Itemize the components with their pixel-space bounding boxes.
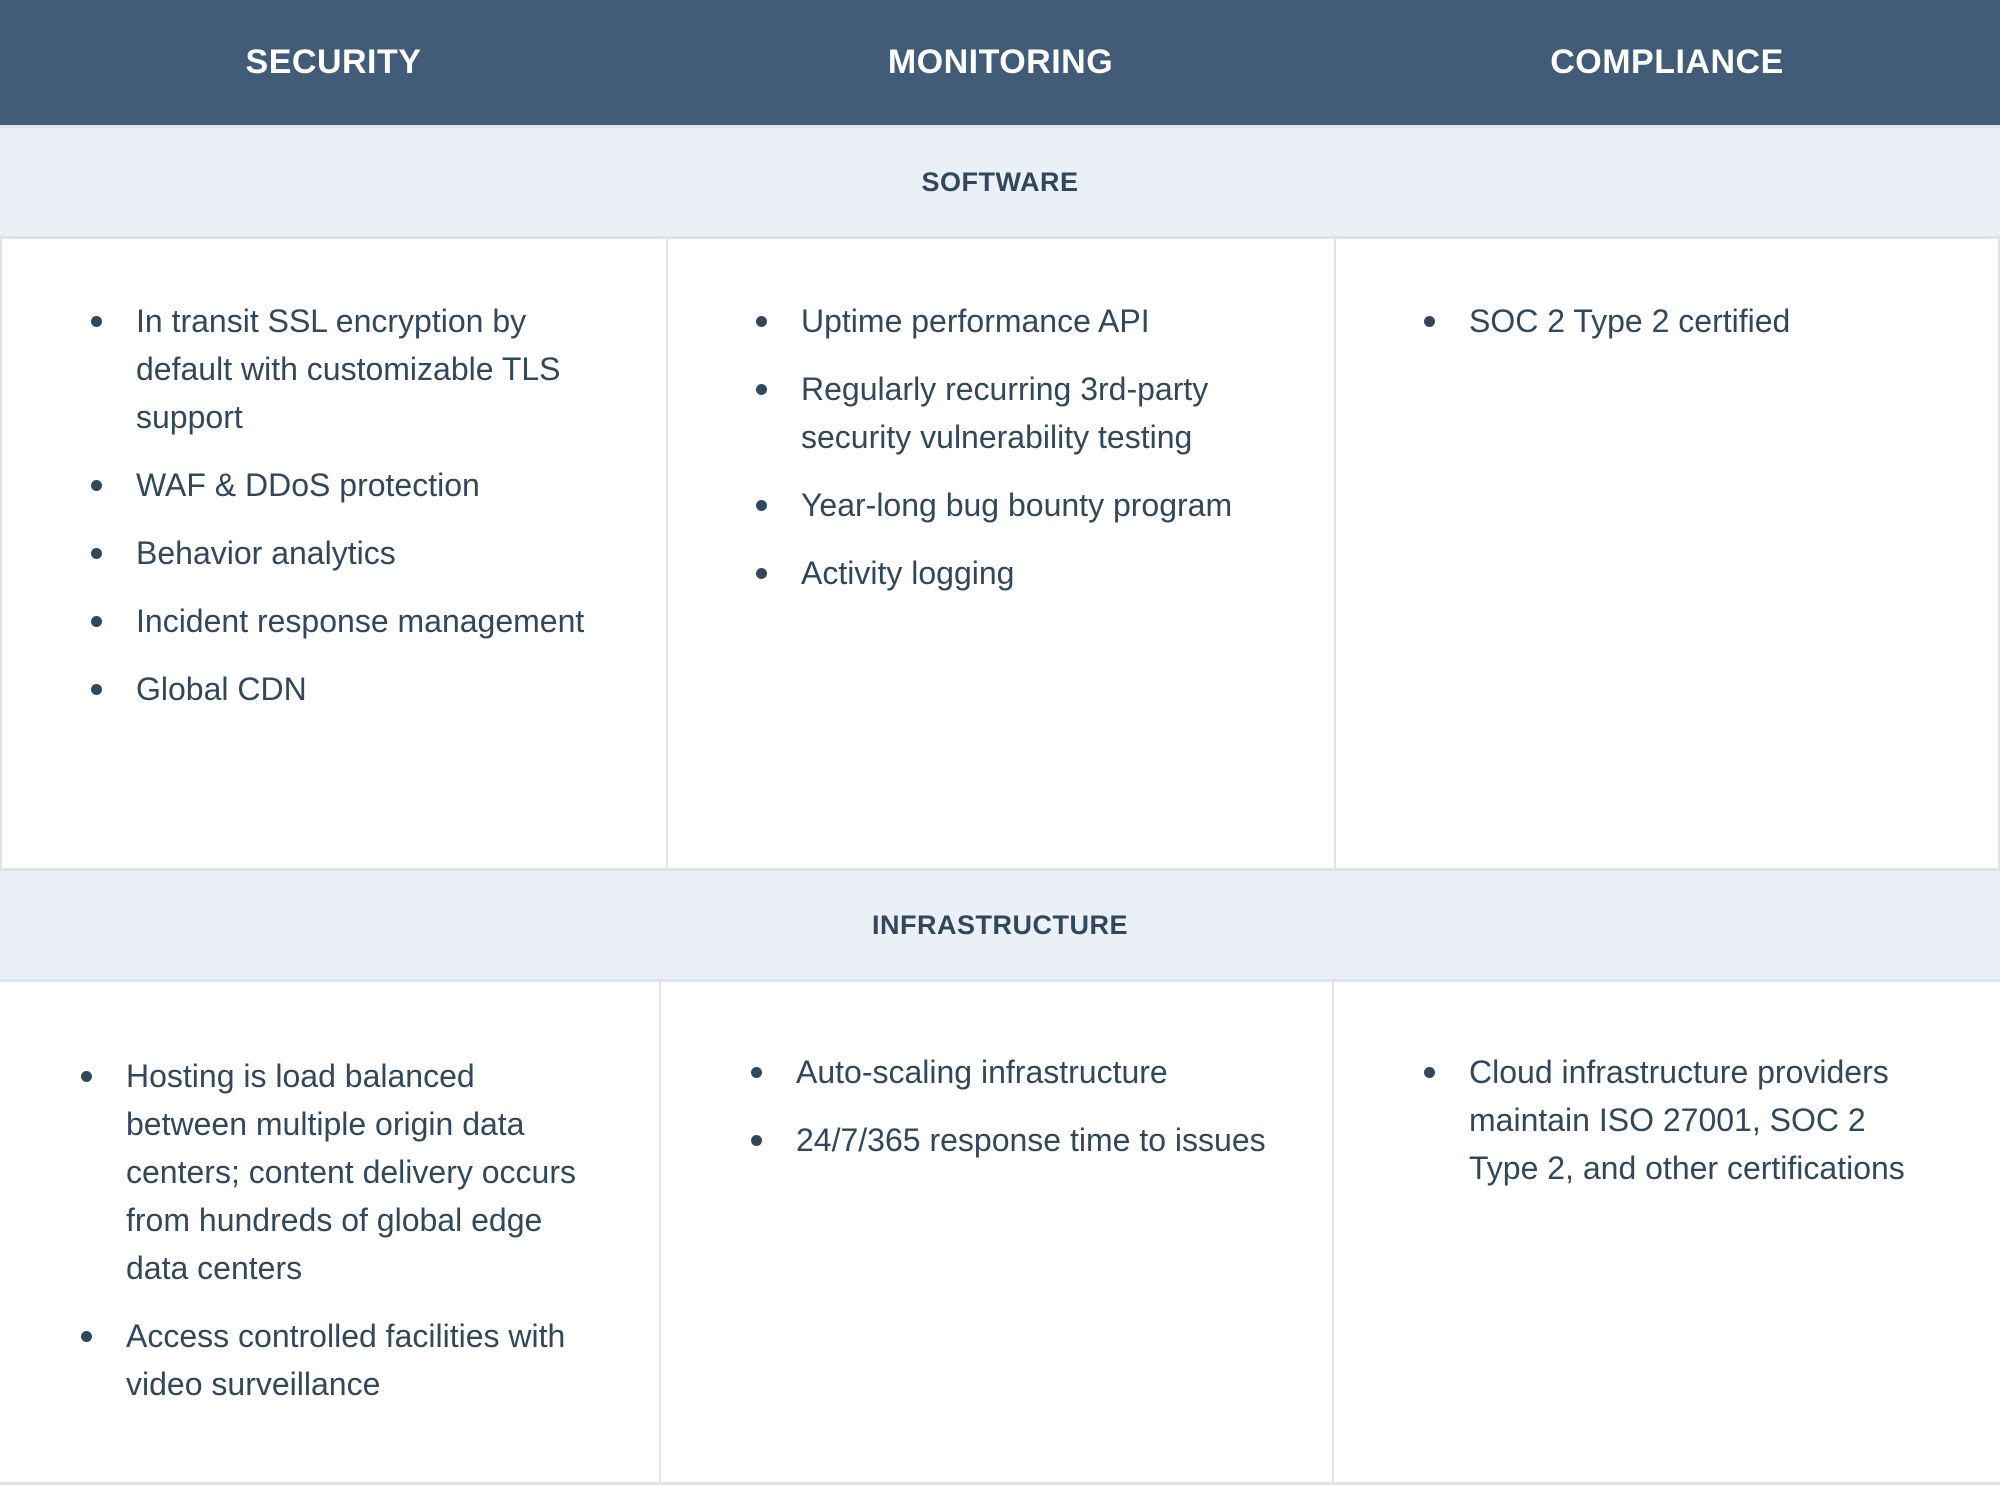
infrastructure-compliance-cell	[1334, 982, 2000, 1484]
list-item: Hosting is load balanced between multiple origin data centers; content delivery occurs from hundreds of global edge data centers	[126, 1052, 599, 1292]
software-monitoring-list	[801, 297, 1294, 597]
infrastructure-row	[0, 982, 2000, 1484]
table-bottom-border	[0, 1482, 2000, 1485]
infrastructure-security-list	[126, 1052, 599, 1408]
table-header-row	[0, 0, 2000, 125]
infrastructure-monitoring-cell	[661, 982, 1334, 1484]
list-item: WAF & DDoS protection	[136, 461, 606, 509]
list-item: Behavior analytics	[136, 529, 606, 577]
software-compliance-list	[1469, 297, 1958, 345]
list-item: SOC 2 Type 2 certified	[1469, 297, 1958, 345]
infrastructure-security-cell	[0, 982, 661, 1484]
section-header-software: SOFTWARE	[0, 125, 2000, 239]
column-header-compliance: COMPLIANCE	[1550, 43, 1784, 81]
list-item: Incident response management	[136, 597, 606, 645]
list-item: Year-long bug bounty program	[801, 481, 1294, 529]
infrastructure-monitoring-list	[796, 1048, 1292, 1164]
software-row	[0, 239, 2000, 869]
software-security-cell	[2, 239, 668, 869]
software-monitoring-cell	[668, 239, 1336, 869]
list-item: Cloud infrastructure providers maintain ISO 27001, SOC 2 Type 2, and other certifications	[1469, 1048, 1940, 1192]
list-item: Regularly recurring 3rd-party security vulnerability testing	[801, 365, 1294, 461]
list-item: Activity logging	[801, 549, 1294, 597]
list-item: Auto-scaling infrastructure	[796, 1048, 1292, 1096]
section-header-infrastructure: INFRASTRUCTURE	[0, 868, 2000, 982]
list-item: 24/7/365 response time to issues	[796, 1116, 1292, 1164]
column-header-monitoring: MONITORING	[887, 43, 1114, 81]
software-security-list	[136, 297, 606, 713]
software-compliance-cell	[1336, 239, 1998, 869]
infrastructure-compliance-list	[1469, 1048, 1940, 1192]
list-item: Access controlled facilities with video surveillance	[126, 1312, 599, 1408]
list-item: Global CDN	[136, 665, 606, 713]
list-item: Uptime performance API	[801, 297, 1294, 345]
column-header-security: SECURITY	[245, 43, 422, 81]
list-item: In transit SSL encryption by default with customizable TLS support	[136, 297, 606, 441]
